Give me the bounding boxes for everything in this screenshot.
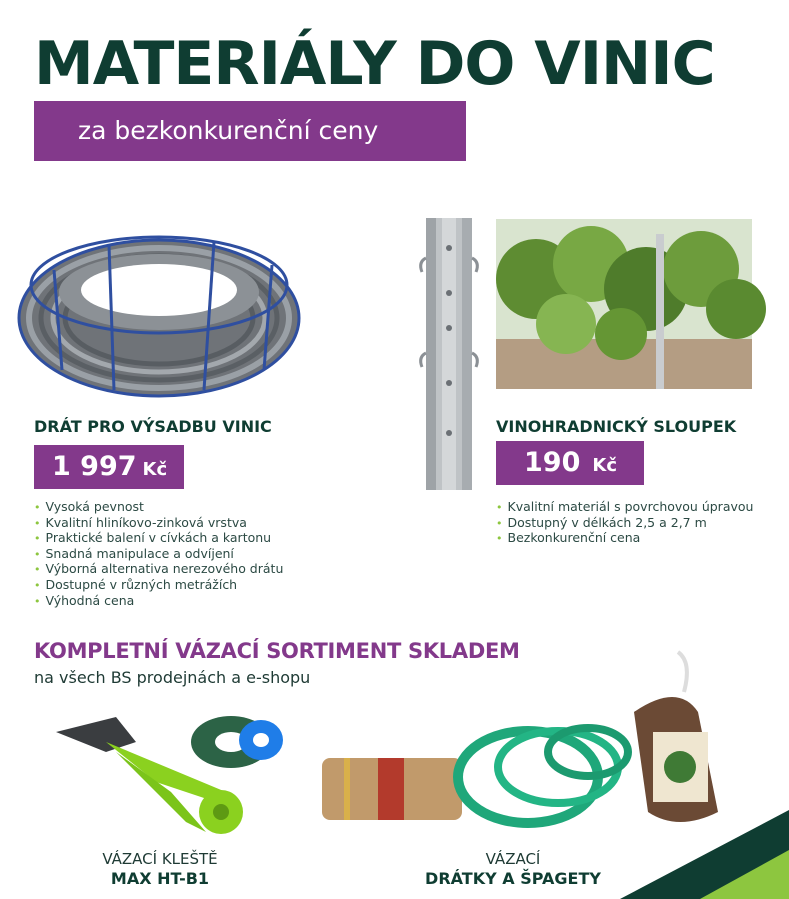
list-item: • Kvalitní materiál s povrchovou úpravou bbox=[496, 500, 753, 516]
list-item: • Dostupný v délkách 2,5 a 2,7 m bbox=[496, 516, 753, 532]
vineyard-post-image bbox=[418, 218, 480, 490]
list-item: • Bezkonkurenční cena bbox=[496, 531, 753, 547]
price-currency: Kč bbox=[592, 455, 617, 476]
corner-decoration bbox=[580, 810, 789, 899]
section-subtitle: na všech BS prodejnách a e-shopu bbox=[34, 668, 311, 687]
feature-list-wire bbox=[34, 500, 283, 609]
product-name-wire: DRÁT PRO VÝSADBU VINIC bbox=[34, 417, 272, 436]
feature-list-post bbox=[496, 500, 753, 547]
vineyard-photo bbox=[496, 219, 752, 389]
tying-pliers-image bbox=[46, 712, 286, 842]
section-title: KOMPLETNÍ VÁZACÍ SORTIMENT SKLADEM bbox=[34, 639, 520, 663]
price-value: 1 997 bbox=[52, 451, 137, 482]
price-badge-wire bbox=[34, 445, 184, 489]
price-currency: Kč bbox=[142, 459, 168, 480]
caption-line1: VÁZACÍ KLEŠTĚ bbox=[102, 850, 218, 868]
caption-line1: VÁZACÍ bbox=[485, 850, 541, 868]
subtitle-banner: za bezkonkurenční ceny bbox=[34, 101, 466, 161]
list-item: • Snadná manipulace a odvíjení bbox=[34, 547, 283, 563]
list-item: • Kvalitní hliníkovo-zinková vrstva bbox=[34, 516, 283, 532]
list-item: • Vysoká pevnost bbox=[34, 500, 283, 516]
list-item: • Výborná alternativa nerezového drátu bbox=[34, 562, 283, 578]
caption-line2: MAX HT-B1 bbox=[110, 869, 210, 888]
list-item: • Výhodná cena bbox=[34, 594, 283, 610]
price-badge-post bbox=[496, 441, 644, 485]
list-item: • Praktické balení v cívkách a kartonu bbox=[34, 531, 283, 547]
caption-pliers bbox=[70, 850, 250, 888]
product-name-post: VINOHRADNICKÝ SLOUPEK bbox=[496, 417, 737, 436]
list-item: • Dostupné v různých metrážích bbox=[34, 578, 283, 594]
wire-coil-image bbox=[14, 230, 304, 400]
caption-line2: DRÁTKY A ŠPAGETY bbox=[425, 869, 601, 888]
page-title: MATERIÁLY DO VINIC bbox=[34, 29, 715, 99]
price-value: 190 bbox=[524, 447, 581, 478]
